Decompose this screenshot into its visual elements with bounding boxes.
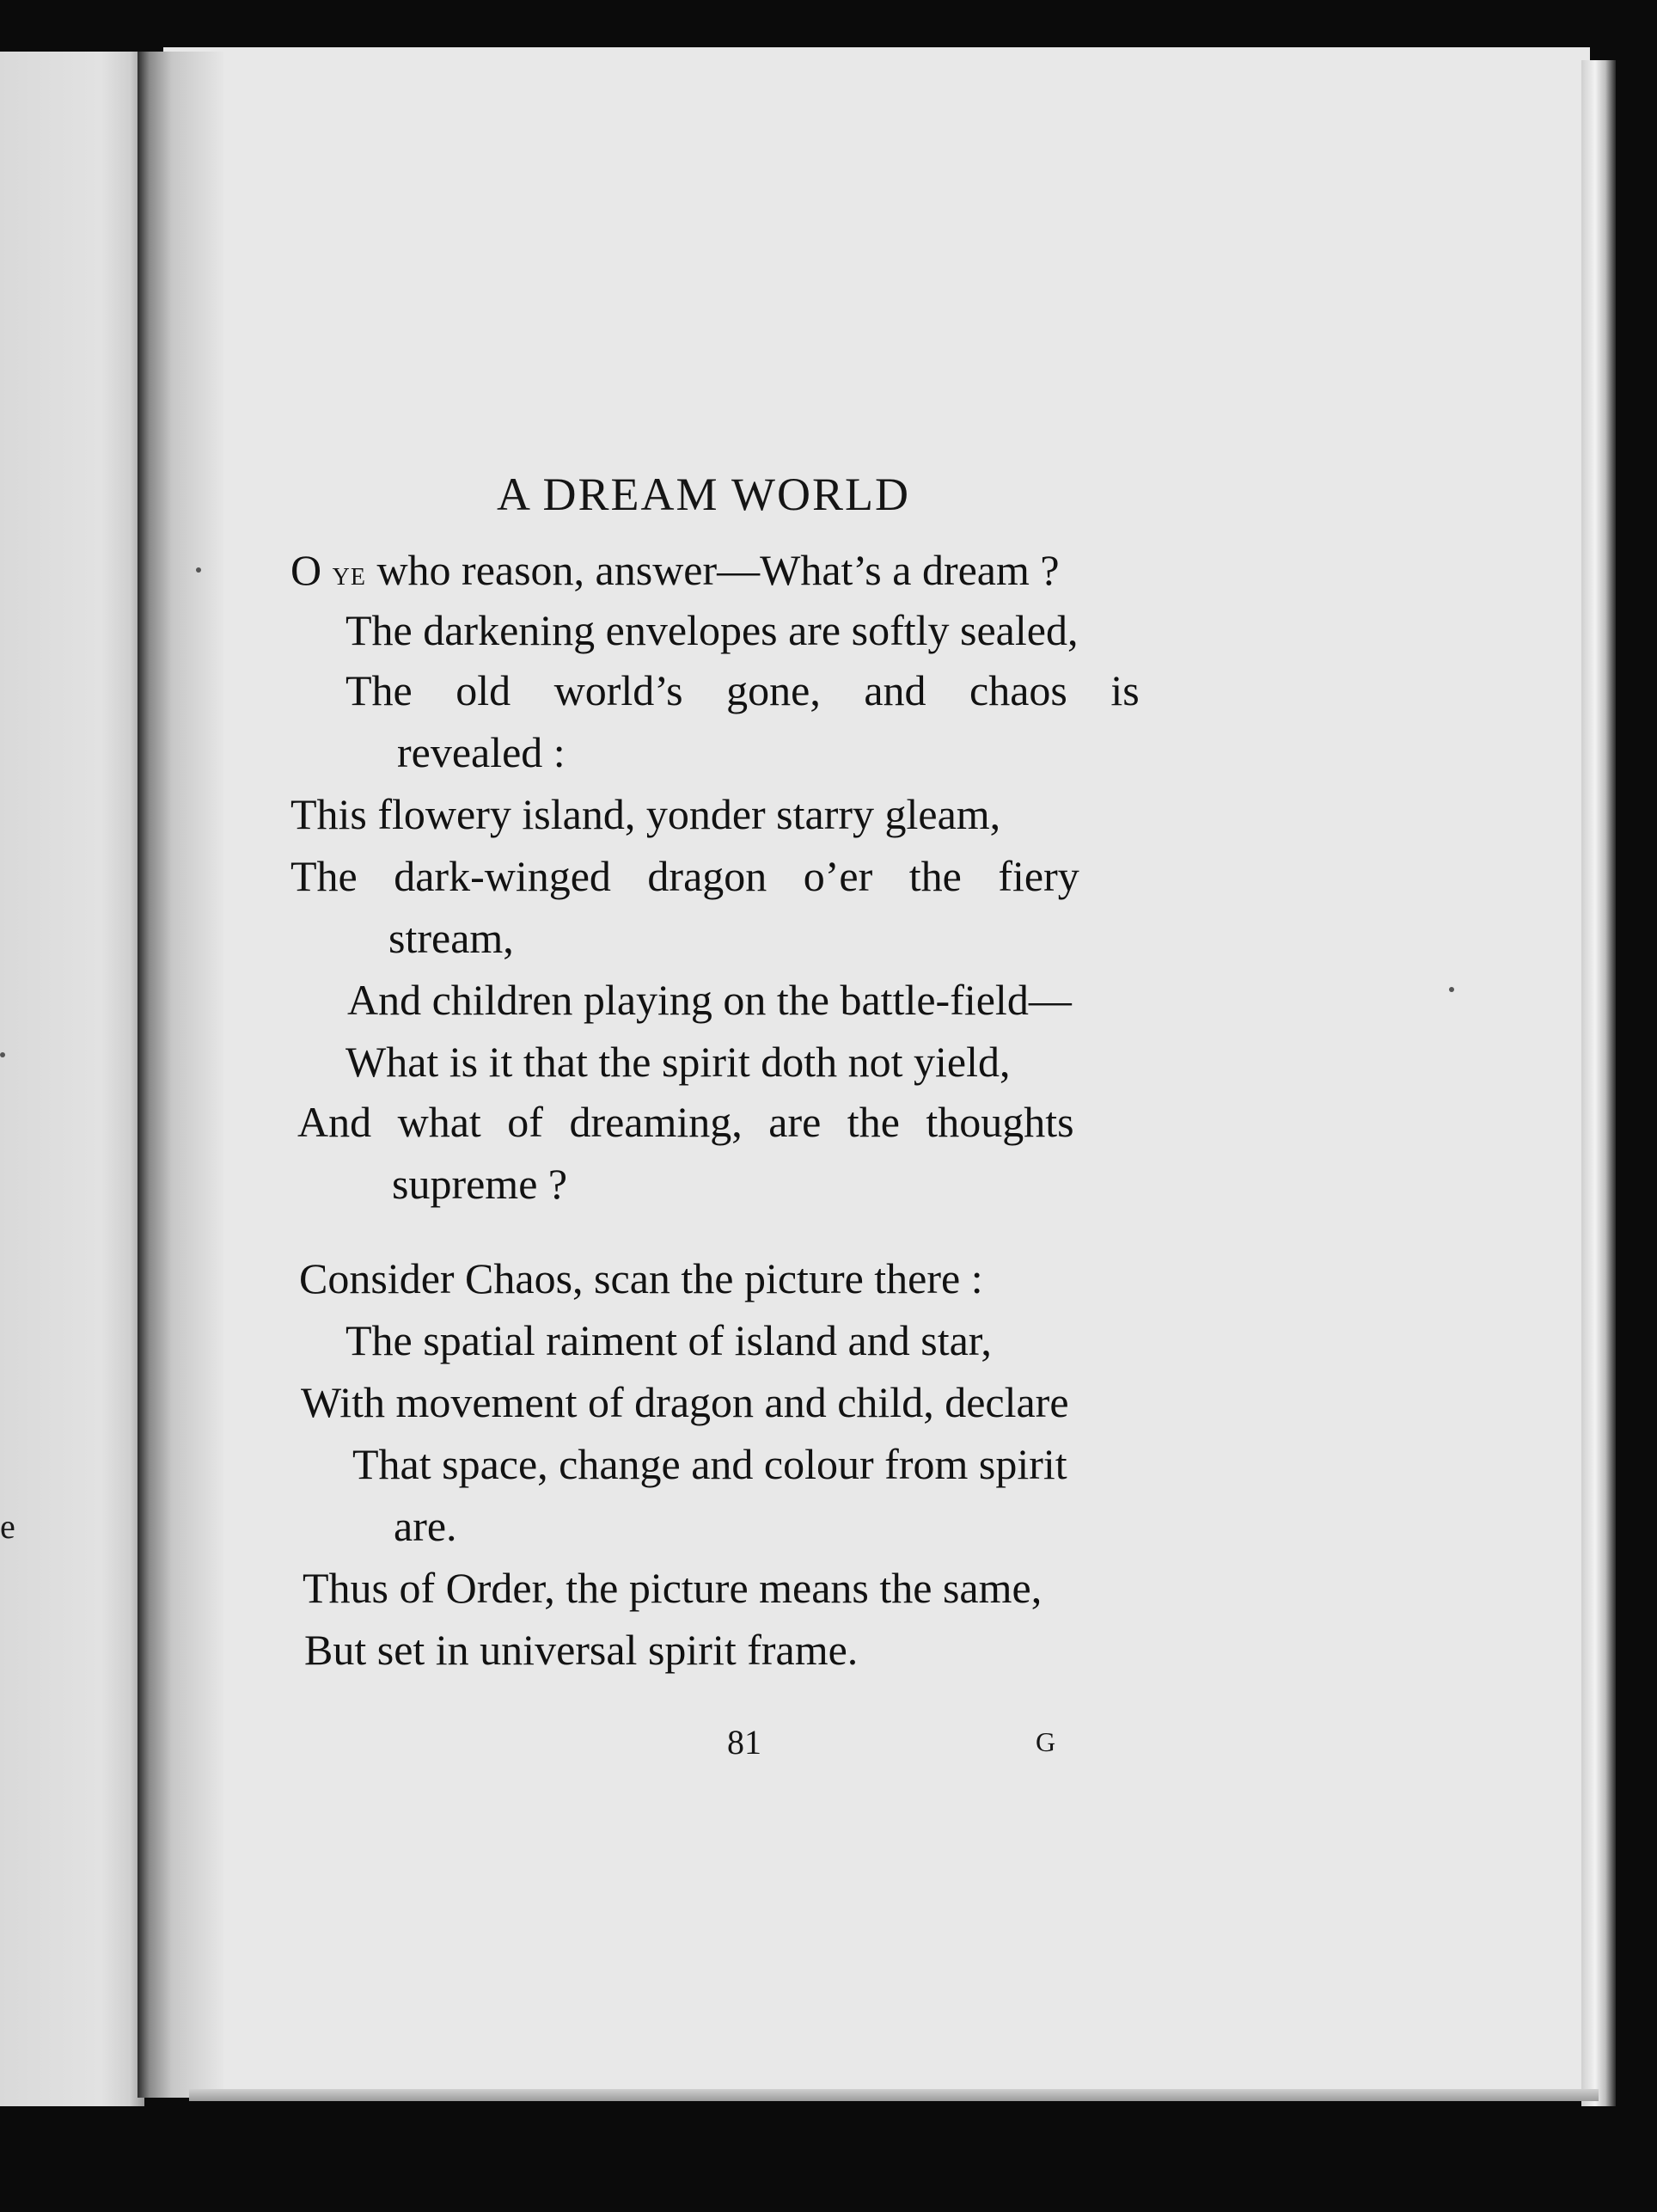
poem-line: With movement of dragon and child, declare [301,1378,1069,1426]
poem-line: supreme ? [392,1160,568,1208]
signature-mark: G [1036,1726,1056,1757]
poem-line: Thus of Order, the picture means the same, [303,1564,1043,1612]
poem-line: But set in universal spirit frame. [304,1626,859,1674]
poem-line: That space, change and colour from spirit [352,1440,1067,1488]
poem-line [290,546,1060,594]
line-text: who reason, answer—What’s a dream ? [365,546,1060,594]
opening-small-caps: ye [332,554,366,592]
poem-line: are. [394,1502,457,1550]
poem-line: The dark-winged dragon o’er the fiery [290,852,1079,900]
page-number: 81 [727,1723,761,1762]
poem-line: The spatial raiment of island and star, [345,1316,992,1364]
poem-line: And children playing on the battle-field— [347,976,1072,1024]
poem-line: The darkening envelopes are softly sealed, [345,606,1079,654]
poem-line: revealed : [397,728,566,776]
poem-line: What is it that the spirit doth not yield, [345,1038,1011,1086]
left-page-text-fragment: e [0,1507,15,1546]
opening-letter: O [290,546,322,594]
poem-title: A DREAM WORLD [497,469,911,521]
poem-line: And what of dreaming, are the thoughts [297,1098,1074,1146]
poem-line: The old world’s gone, and chaos is [345,666,1140,714]
poem-line: stream, [388,914,514,962]
poem-line: Consider Chaos, scan the picture there : [299,1254,983,1302]
poem-line: This flowery island, yonder starry gleam, [290,790,1001,838]
